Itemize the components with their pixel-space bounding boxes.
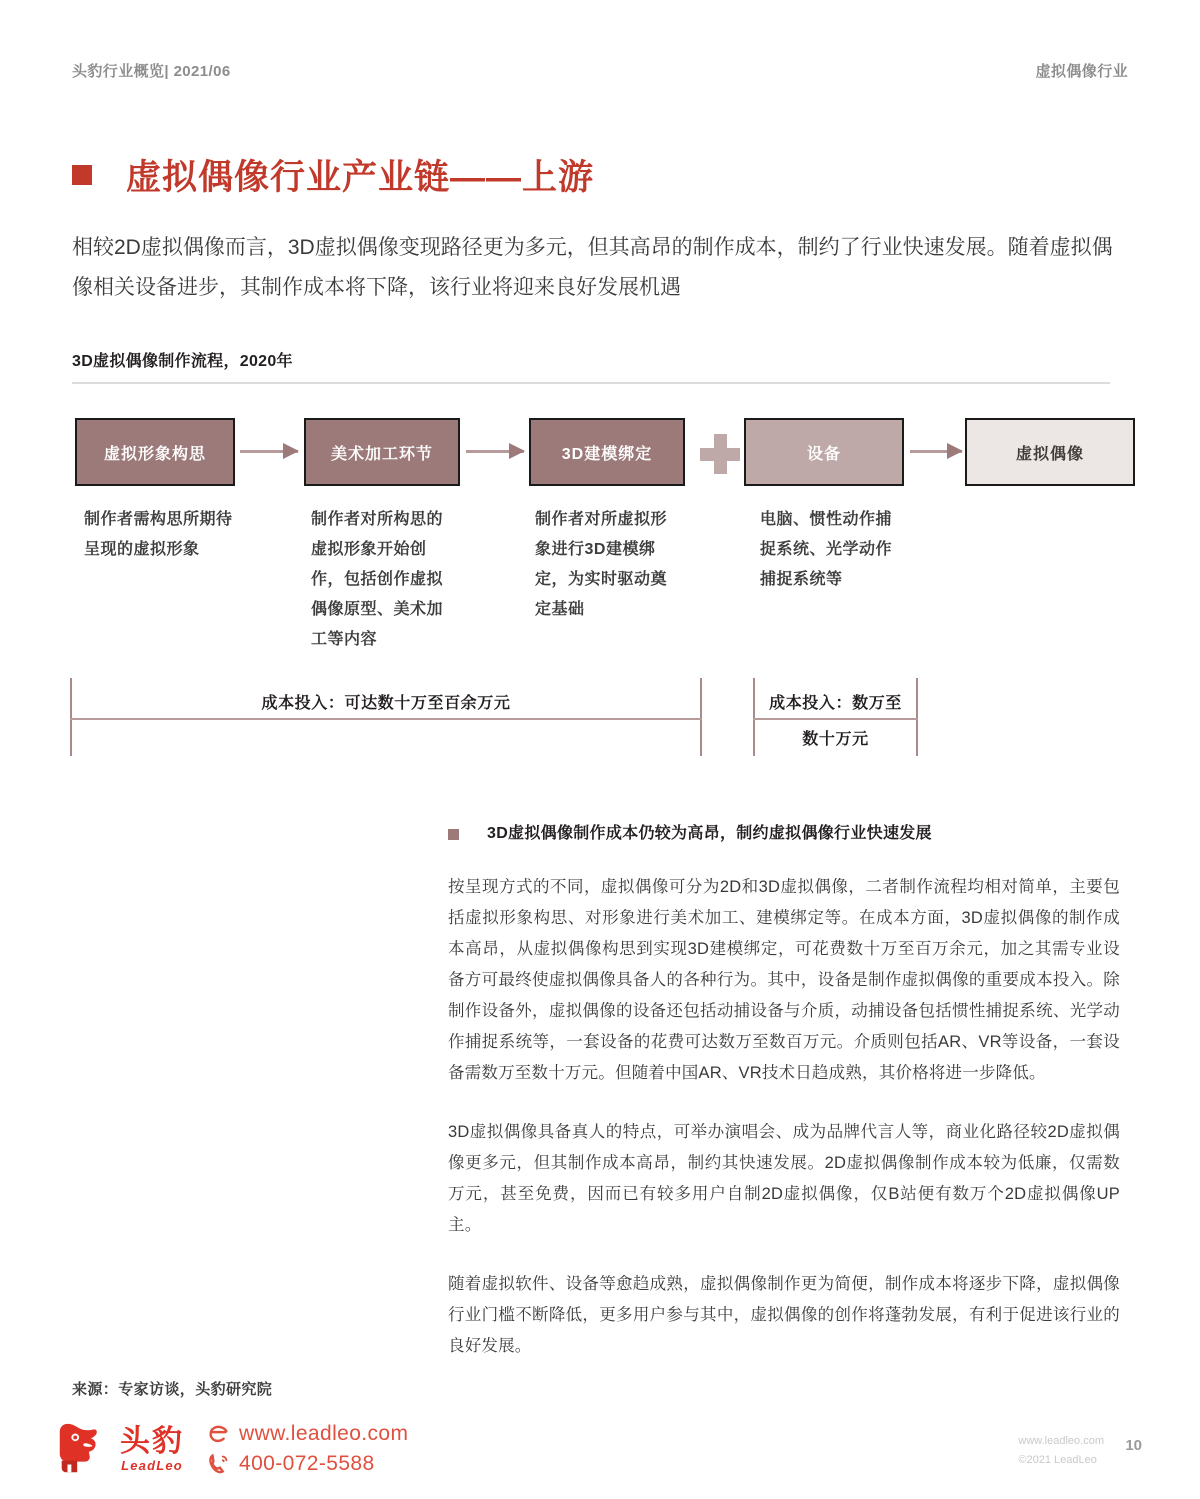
cost-bracket-production-label: 成本投入：可达数十万至百余万元 (261, 695, 511, 712)
page-title: 虚拟偶像行业产业链——上游 (126, 158, 595, 197)
footer-site-small: www.leadleo.com (1018, 1435, 1104, 1447)
globe-e-icon (206, 1421, 232, 1447)
footer-website: www.leadleo.com (239, 1422, 409, 1445)
flow-arrow-2-icon (466, 450, 524, 453)
footer-phone-row[interactable] (206, 1449, 408, 1479)
flow-box-2-label: 美术加工环节 (330, 445, 433, 463)
cost-bracket-equipment-label-line2: 数十万元 (802, 731, 869, 748)
exhibit-title: 3D虚拟偶像制作流程，2020年 (72, 353, 293, 370)
flow-box-4 (744, 418, 904, 486)
analysis-paragraph-2: 3D虚拟偶像具备真人的特点，可举办演唱会、成为品牌代言人等，商业化路径较2D虚拟偶像更多元，但其制作成本高昂，制约其快速发展。2D虚拟偶像制作成本较为低廉，仅需数万元，甚至免费，因而已有较多用户自制2D虚拟偶像，仅B站便有数万个2D虚拟偶像UP主。 (448, 1123, 1120, 1234)
page-number: 10 (1125, 1437, 1142, 1454)
page-title-row (72, 150, 594, 200)
square-bullet-icon (448, 829, 459, 840)
flow-box-4-label: 设备 (806, 445, 841, 463)
flow-box-5-label: 虚拟偶像 (1015, 445, 1084, 463)
square-bullet-icon (72, 165, 92, 185)
bracket-rule (753, 718, 918, 720)
footer-phone: 400-072-5588 (239, 1452, 375, 1475)
plus-icon (700, 434, 740, 474)
analysis-section (448, 822, 1120, 1362)
flow-description-2: 制作者对所构思的虚拟形象开始创作，包括创作虚拟偶像原型、美术加工等内容 (311, 511, 444, 648)
flow-box-3 (529, 418, 685, 486)
exhibit-divider (72, 382, 1110, 384)
flow-arrow-3-icon (910, 450, 962, 453)
flow-box-1-label: 虚拟形象构思 (103, 445, 206, 463)
cost-bracket-equipment (753, 678, 918, 756)
source-note: 来源：专家访谈，头豹研究院 (72, 1381, 273, 1398)
footer-copyright: ©2021 LeadLeo (1018, 1454, 1097, 1466)
flow-box-1 (75, 418, 235, 486)
flow-description-3: 制作者对所虚拟形象进行3D建模绑定，为实时驱动奠定基础 (535, 511, 668, 618)
page-header (72, 60, 1128, 81)
footer-legal (1018, 1432, 1104, 1470)
footer-contact (206, 1419, 408, 1479)
brand-name-cn: 头豹 (120, 1424, 184, 1458)
analysis-paragraph-3: 随着虚拟软件、设备等愈趋成熟，虚拟偶像制作更为简便，制作成本将逐步下降，虚拟偶像行业门槛不断降低，更多用户参与其中，虚拟偶像的创作将蓬勃发展，有利于促进该行业的良好发展。 (448, 1275, 1120, 1355)
footer-brand (52, 1418, 408, 1480)
lead-paragraph: 相较2D虚拟偶像而言，3D虚拟偶像变现路径更为多元，但其高昂的制作成本，制约了行业快速发展。随着虚拟偶像相关设备进步，其制作成本将下降，该行业将迎来良好发展机遇 (72, 236, 1113, 299)
leopard-logo-icon (52, 1418, 114, 1480)
flow-description-1: 制作者需构思所期待呈现的虚拟形象 (84, 511, 233, 558)
flow-box-3-label: 3D建模绑定 (561, 445, 653, 463)
flow-box-5 (965, 418, 1135, 486)
analysis-heading: 3D虚拟偶像制作成本仍较为高昂，制约虚拟偶像行业快速发展 (487, 825, 932, 842)
process-flow-diagram (0, 418, 1200, 490)
cost-bracket-equipment-label: 成本投入：数万至 (769, 695, 902, 712)
flow-box-2 (304, 418, 460, 486)
analysis-heading-row (448, 822, 1120, 846)
header-industry-label: 虚拟偶像行业 (1035, 63, 1128, 80)
analysis-paragraph-1: 按呈现方式的不同，虚拟偶像可分为2D和3D虚拟偶像，二者制作流程均相对简单，主要包括虚拟形象构思、对形象进行美术加工、建模绑定等。在成本方面，3D虚拟偶像的制作成本高昂，从虚拟偶像构思到实现3D建模绑定，可花费数十万至百万余元，加之其需专业设备方可最终使虚拟偶像具备人的各种行为。其中，设备是制作虚拟偶像的重要成本投入。除制作设备外，虚拟偶像的设备还包括动捕设备与介质，动捕设备包括惯性捕捉系统、光学动作捕捉系统等，一套设备的花费可达数万至数百万元。介质则包括AR、VR等设备，一套设备需数万至数十万元。但随着中国AR、VR技术日趋成熟，其价格将进一步降低。 (448, 878, 1120, 1082)
flow-arrow-1-icon (240, 450, 298, 453)
brand-wordmark (120, 1425, 184, 1474)
cost-bracket-production (70, 678, 702, 756)
brand-name-en: LeadLeo (121, 1457, 183, 1473)
flow-description-4: 电脑、惯性动作捕捉系统、光学动作捕捉系统等 (760, 511, 893, 588)
phone-icon (206, 1451, 232, 1477)
header-publication-label: 头豹行业概览| 2021/06 (72, 63, 231, 80)
footer-website-row[interactable] (206, 1419, 408, 1449)
bracket-rule (70, 718, 702, 720)
